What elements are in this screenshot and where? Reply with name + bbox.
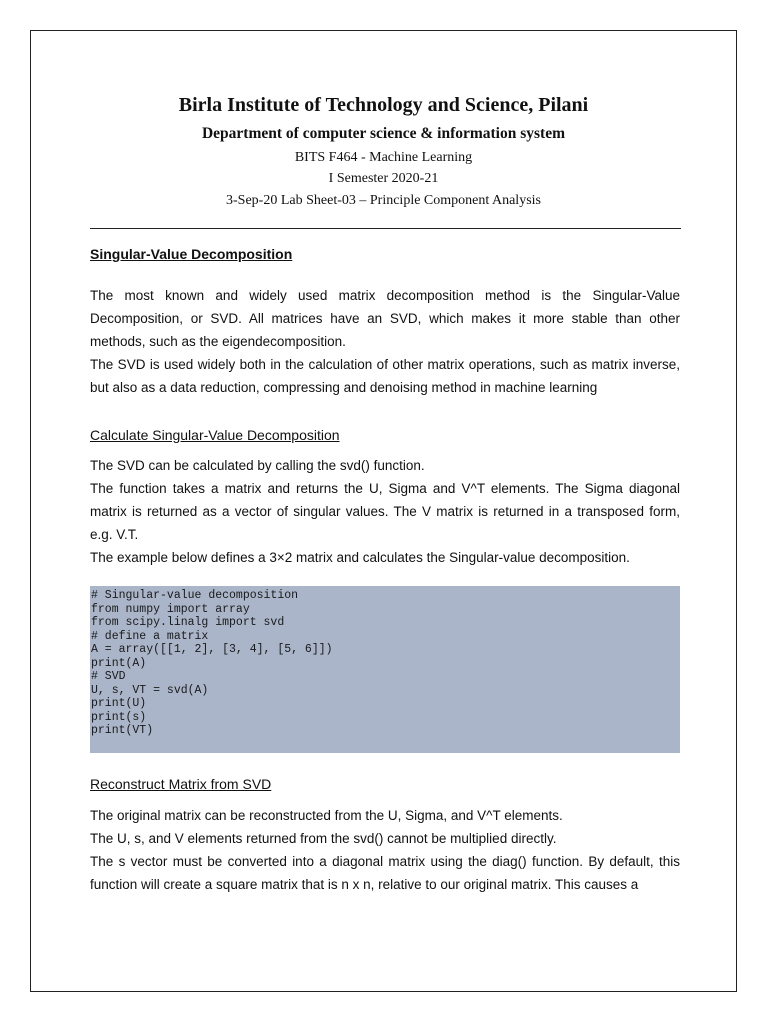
code-line: # SVD bbox=[91, 670, 126, 683]
code-line: # define a matrix bbox=[91, 629, 209, 643]
svd-paragraph-group bbox=[90, 284, 680, 399]
lab-sheet-title: 3-Sep-20 Lab Sheet-03 – Principle Component Analysis bbox=[226, 193, 541, 208]
code-line: from numpy import array bbox=[91, 602, 250, 616]
svd-paragraph-1: The most known and widely used matrix decomposition method is the Singular-Value Decomposition, or SVD. All matrices have an SVD, which makes it more stable than other methods, such as the eigendecomposition. bbox=[90, 288, 680, 349]
calc-paragraph-1: The SVD can be calculated by calling the svd() function. bbox=[90, 458, 425, 473]
code-line: print(U) bbox=[91, 697, 147, 710]
section-heading-svd: Singular-Value Decomposition bbox=[90, 246, 293, 262]
recon-paragraph-2: The U, s, and V elements returned from the svd() cannot be multiplied directly. bbox=[90, 831, 557, 846]
svd-paragraph-2: The SVD is used widely both in the calculation of other matrix operations, such as matrix inverse, but also as a data reduction, compressing and denoising method in machine learning bbox=[90, 357, 680, 395]
institute-title: Birla Institute of Technology and Science, Pilani bbox=[178, 94, 589, 116]
calc-paragraph-group bbox=[90, 454, 680, 569]
department-title: Department of computer science & information system bbox=[201, 125, 566, 142]
calc-paragraph-3: The example below defines a 3×2 matrix and calculates the Singular-value decomposition. bbox=[90, 550, 630, 565]
section-svd bbox=[90, 243, 680, 266]
code-line: # Singular-value decomposition bbox=[91, 589, 299, 602]
recon-paragraph-1: The original matrix can be reconstructed from the U, Sigma, and V^T elements. bbox=[90, 808, 563, 823]
section-heading-recon: Reconstruct Matrix from SVD bbox=[90, 776, 272, 792]
code-line: print(VT) bbox=[91, 724, 154, 737]
section-calc bbox=[90, 424, 680, 447]
recon-paragraph-group bbox=[90, 804, 680, 896]
code-line: A = array([[1, 2], [3, 4], [5, 6]]) bbox=[91, 643, 333, 656]
recon-paragraph-3: The s vector must be converted into a diagonal matrix using the diag() function. By default, this function will create a square matrix that is n x n, relative to our original matrix. This causes a bbox=[90, 854, 680, 892]
code-line: from scipy.linalg import svd bbox=[91, 616, 285, 629]
section-heading-calc: Calculate Singular-Value Decomposition bbox=[90, 427, 340, 443]
section-recon bbox=[90, 773, 680, 796]
code-line: U, s, VT = svd(A) bbox=[91, 683, 209, 697]
calc-paragraph-2: The function takes a matrix and returns the U, Sigma and V^T elements. The Sigma diagonal matrix is returned as a vector of singular values. The V matrix is returned in a transposed form, e.g. V.T. bbox=[90, 481, 680, 542]
semester: I Semester 2020-21 bbox=[328, 171, 439, 186]
code-block bbox=[90, 586, 680, 753]
code-line: print(A) bbox=[91, 656, 147, 670]
code-line: print(s) bbox=[91, 710, 147, 724]
header-divider bbox=[90, 228, 681, 229]
course-name: BITS F464 - Machine Learning bbox=[294, 150, 473, 165]
document-page bbox=[30, 30, 737, 992]
